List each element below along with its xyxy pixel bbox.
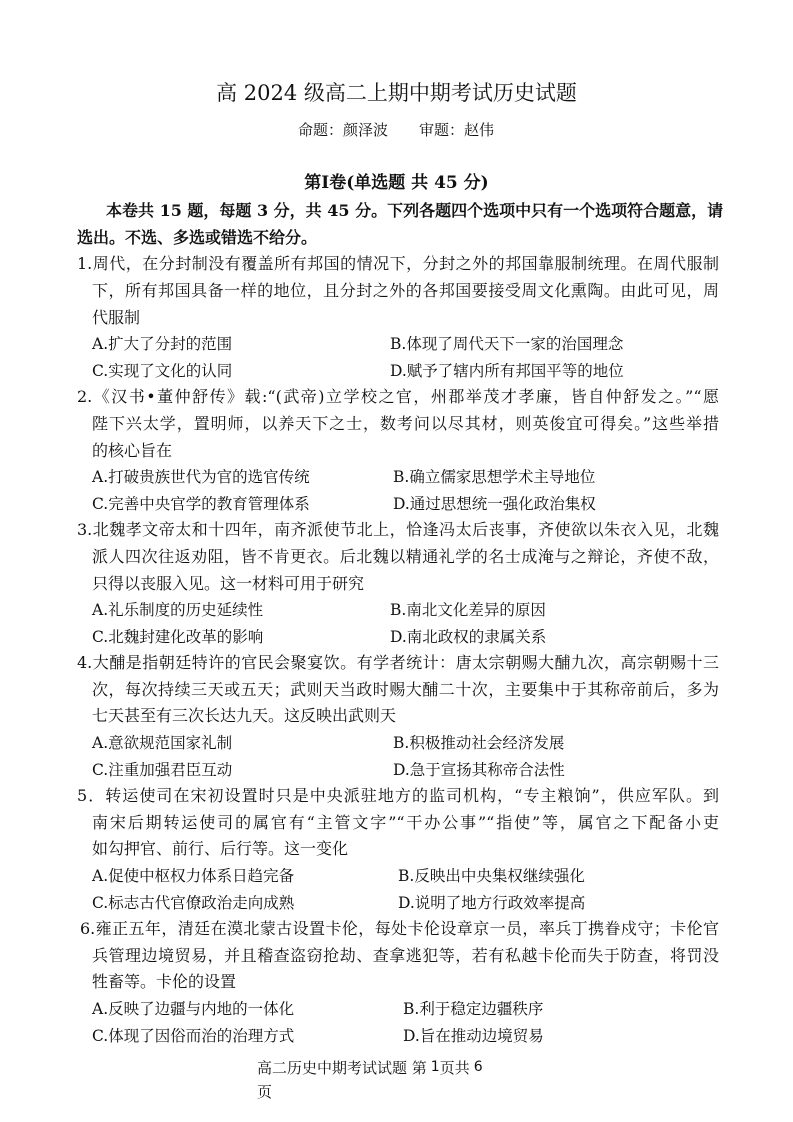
options-row: [0, 863, 719, 890]
question-5: [0, 783, 793, 916]
option-d: D.赋予了辖内所有邦国平等的地位: [390, 361, 624, 380]
options-row: [0, 597, 719, 624]
question-6: [0, 916, 793, 1049]
question-text-line: 如勾押官、前行、后行等。这一变化: [92, 839, 349, 859]
footer-page-label: [257, 1058, 483, 1079]
options-row: [0, 358, 719, 385]
options-row: [0, 1023, 719, 1050]
options-row: [0, 624, 719, 651]
question-text-line: 七天甚至有三次长达九天。这反映出武则天: [92, 706, 397, 726]
option-c: C.实现了文化的认同: [92, 361, 233, 380]
option-d: D.旨在推动边境贸易: [403, 1026, 544, 1045]
option-d: D.通过思想统一强化政治集权: [393, 494, 596, 513]
footer-page-label-wrap: 页: [257, 1083, 273, 1101]
question-3: [0, 517, 793, 650]
option-b: B.反映出中央集权继续强化: [398, 867, 585, 886]
option-a: A.反映了边疆与内地的一体化: [92, 1000, 295, 1018]
question-text-line: 下，所有邦国具备一样的地位，且分封之外的各邦国要接受周文化熏陶。由此可见，周: [92, 280, 719, 300]
option-b: B.确立儒家思想学术主导地位: [393, 468, 596, 487]
question-text-line: 次，每次持续三天或五天；武则天当政时赐大酺二十次，主要集中于其称帝前后，多为: [92, 679, 719, 699]
option-c: C.标志古代官僚政治走向成熟: [92, 893, 295, 912]
option-b: B.积极推动社会经济发展: [393, 734, 565, 753]
option-c: C.注重加强君臣互动: [92, 760, 233, 779]
option-a: A.礼乐制度的历史延续性: [92, 601, 264, 620]
option-a: A.扩大了分封的范围: [92, 335, 233, 354]
option-c: C.完善中央官学的教育管理体系: [92, 494, 310, 513]
option-a: A.打破贵族世代为官的选官传统: [92, 468, 310, 487]
option-c: C.北魏封建化改革的影响: [92, 627, 264, 646]
options-row: [0, 464, 719, 491]
option-b: B.体现了周代天下一家的治国理念: [390, 335, 624, 354]
question-text-line: 陛下兴太学，置明师，以养天下之士，数考问以尽其材，则英俊宜可得矣。”这些举措: [92, 413, 719, 433]
options-row: [0, 757, 719, 784]
question-text-line: 2.《汉书•董仲舒传》载:“(武帝)立学校之官，州郡举茂才孝廉，皆自仲舒发之。”“愿: [77, 387, 719, 407]
question-text-line: 兵管理边境贸易，并且稽查盗窃抢劫、查拿逃犯等，若有私越卡伦而失于防查，将罚没: [92, 945, 719, 965]
question-2: [0, 384, 793, 517]
footer-page-number: 1: [430, 1059, 440, 1075]
options-row: [0, 730, 719, 757]
question-4: [0, 650, 793, 783]
question-text-line: 1.周代，在分封制没有覆盖所有邦国的情况下，分封之外的邦国靠服制统理。在周代服制: [77, 254, 719, 274]
option-d: D.急于宣扬其称帝合法性: [393, 760, 565, 779]
option-b: B.南北文化差异的原因: [390, 601, 546, 620]
question-text-line: 牲畜等。卡伦的设置: [92, 972, 237, 992]
exam-body: [0, 198, 793, 1049]
footer-middle: 页共: [439, 1059, 470, 1077]
page-title: 高 2024 级高二上期中期考试历史试题: [216, 81, 577, 105]
question-text-line: 5．转运使司在宋初设置时只是中央派驻地方的监司机构，“专主粮饷”，供应军队。到: [77, 786, 719, 806]
options-row: [0, 331, 719, 358]
question-setter: 命题：颜泽波: [298, 121, 389, 139]
footer-total-pages: 6: [473, 1059, 483, 1075]
question-text-line: 只得以丧服入见。这一材料可用于研究: [92, 573, 365, 593]
question-text-line: 3.北魏孝文帝太和十四年，南齐派使节北上，恰逢冯太后丧事，齐使欲以朱衣入见，北魏: [77, 520, 719, 540]
question-1: [0, 251, 793, 384]
option-a: A.促使中枢权力体系日趋完备: [92, 867, 295, 886]
question-text-line: 代服制: [92, 307, 141, 327]
question-text-line: 的核心旨在: [92, 440, 173, 460]
instructions-line: 本卷共 15 题，每题 3 分，共 45 分。下列各题四个选项中只有一个选项符合题意，请: [106, 201, 724, 221]
question-text-line: 4.大酺是指朝廷特许的官民会聚宴饮。有学者统计：唐太宗朝赐大酺九次，高宗朝赐十三: [77, 653, 719, 673]
question-text-line: 6.雍正五年，清廷在漠北蒙古设置卡伦，每处卡伦设章京一员，率兵丁携眷戍守；卡伦官: [80, 919, 719, 939]
option-a: A.意欲规范国家礼制: [92, 734, 233, 753]
instructions-line: 选出。不选、多选或错选不给分。: [77, 227, 318, 247]
question-text-line: 派人四次往返劝阻，皆不肯更衣。后北魏以精通礼学的名士成淹与之辩论，齐使不敌，: [92, 546, 719, 566]
options-row: [0, 491, 719, 518]
option-d: D.说明了地方行政效率提高: [398, 893, 586, 912]
option-d: D.南北政权的隶属关系: [390, 627, 547, 646]
option-c: C.体现了因俗而治的治理方式: [92, 1026, 295, 1045]
section-heading: 第Ⅰ卷(单选题 共 45 分): [304, 173, 489, 193]
question-reviewer: 审题：赵伟: [419, 121, 495, 139]
footer-prefix: 高二历史中期考试试题 第: [257, 1059, 427, 1077]
options-row: [0, 890, 719, 917]
question-text-line: 南宋后期转运使司的属官有“主管文字”“干办公事”“指使”等，属官之下配备小吏: [92, 812, 719, 832]
options-row: [0, 996, 719, 1023]
option-b: B.利于稳定边疆秩序: [403, 1000, 544, 1018]
